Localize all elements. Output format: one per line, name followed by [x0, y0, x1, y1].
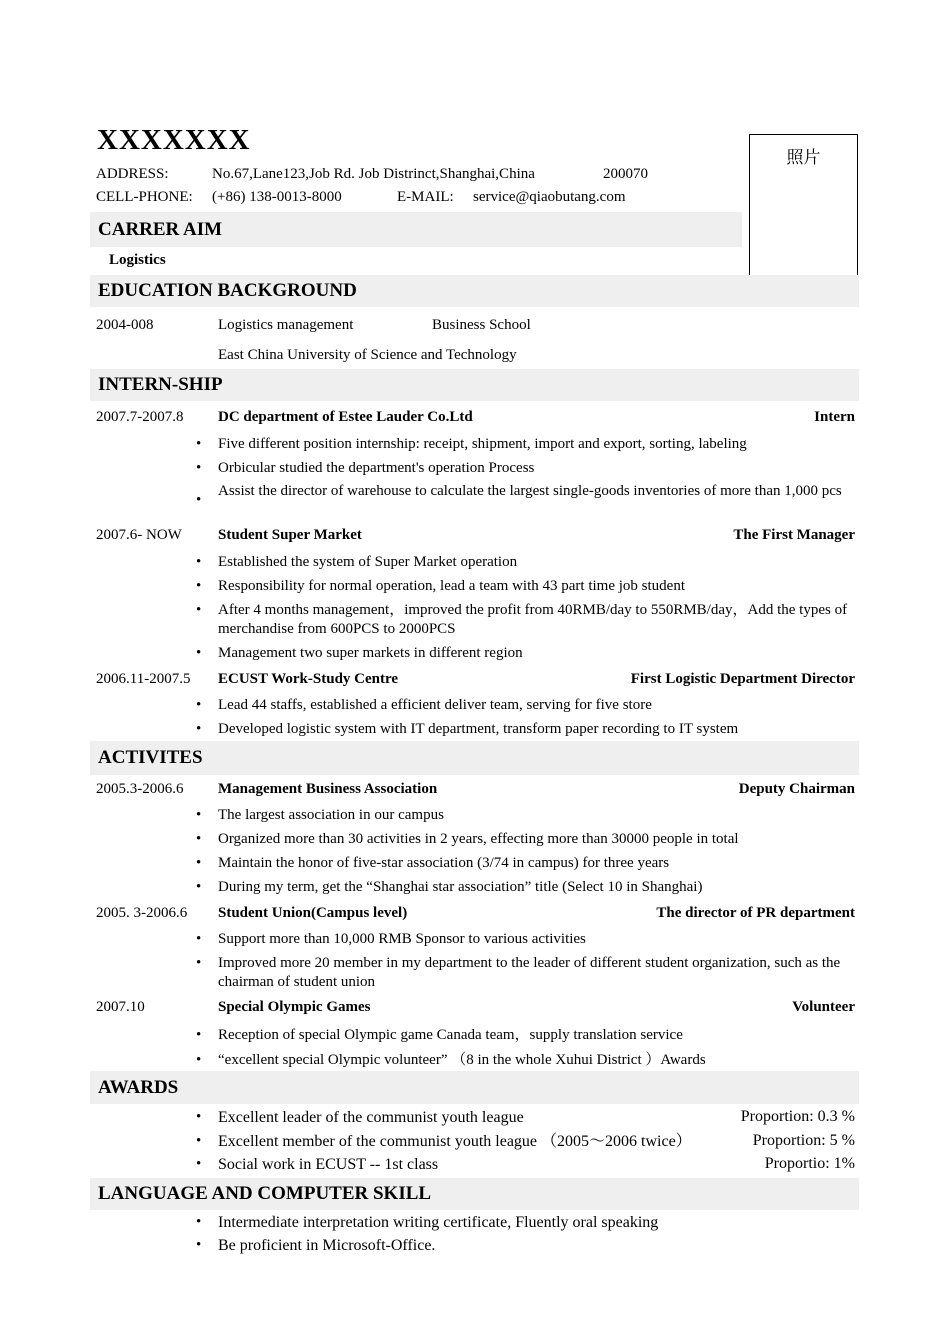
- entry-organization: DC department of Estee Lauder Co.Ltd: [218, 409, 473, 425]
- skill-item: • Intermediate interpretation writing certificate, Fluently oral speaking: [218, 1213, 858, 1232]
- address-value: No.67,Lane123,Job Rd. Job Distrinct,Shanghai,China: [212, 166, 535, 182]
- phone-value: (+86) 138-0013-8000: [212, 189, 342, 205]
- entry-role: First Logistic Department Director: [630, 671, 855, 687]
- candidate-name: XXXXXXX: [97, 124, 251, 156]
- list-item: • During my term, get the “Shanghai star association” title (Select 10 in Shanghai): [218, 878, 858, 897]
- list-item: • Improved more 20 member in my department to the leader of different student organization, such as the chairman of student union: [218, 954, 858, 992]
- email-label: E-MAIL:: [397, 189, 454, 205]
- list-item: • Organized more than 30 activities in 2 years, effecting more than 30000 people in total: [218, 830, 858, 849]
- section-header-awards: [90, 1071, 859, 1104]
- list-item: • Reception of special Olympic game Canada team，supply translation service: [218, 1026, 858, 1045]
- address-label: ADDRESS:: [96, 166, 169, 182]
- list-item: • Management two super markets in different region: [218, 644, 858, 663]
- section-header-internship: [90, 369, 859, 401]
- entry-organization: Student Union(Campus level): [218, 905, 408, 921]
- entry-organization: Special Olympic Games: [218, 999, 371, 1015]
- section-title-activities: ACTIVITES: [98, 747, 203, 768]
- career-aim: Logistics: [109, 252, 166, 268]
- entry-role: The director of PR department: [656, 905, 855, 921]
- entry-date: 2005. 3-2006.6: [96, 905, 188, 921]
- list-item: • Responsibility for normal operation, lead a team with 43 part time job student: [218, 577, 858, 596]
- phone-label: CELL-PHONE:: [96, 189, 193, 205]
- section-title-education: EDUCATION BACKGROUND: [98, 280, 357, 301]
- entry-role: Intern: [814, 409, 855, 425]
- award-proportion: Proportio: 1%: [764, 1155, 855, 1172]
- section-header-career: [90, 212, 742, 247]
- education-date: 2004-008: [96, 317, 154, 333]
- entry-role: Deputy Chairman: [738, 781, 855, 797]
- entry-organization: ECUST Work-Study Centre: [218, 671, 399, 687]
- entry-date: 2006.11-2007.5: [96, 671, 191, 687]
- section-header-education: [90, 275, 859, 307]
- list-item: • After 4 months management，improved the profit from 40RMB/day to 550RMB/day，Add the types of merchandise from 600PCS to 2000PCS: [218, 601, 858, 639]
- section-title-career: CARRER AIM: [98, 218, 223, 240]
- list-item: • “excellent special Olympic volunteer” （8 in the whole Xuhui District ）Awards: [218, 1051, 858, 1070]
- list-item: • Assist the director of warehouse to calculate the largest single-goods inventories of more than 1,000 pcs: [218, 482, 858, 501]
- entry-organization: Management Business Association: [218, 781, 438, 797]
- award-proportion: Proportion: 5 %: [752, 1132, 855, 1149]
- email-value: service@qiaobutang.com: [473, 189, 626, 205]
- section-title-skills: LANGUAGE AND COMPUTER SKILL: [98, 1183, 432, 1204]
- entry-date: 2005.3-2006.6: [96, 781, 184, 797]
- section-title-awards: AWARDS: [98, 1076, 179, 1098]
- list-item: • Lead 44 staffs, established a efficient deliver team, serving for five store: [218, 696, 858, 715]
- entry-role: Volunteer: [792, 999, 855, 1015]
- section-header-activities: [90, 741, 859, 775]
- photo-placeholder: [749, 134, 858, 277]
- entry-role: The First Manager: [733, 527, 855, 543]
- section-header-skills: [90, 1178, 859, 1210]
- photo-label: 照片: [786, 148, 821, 168]
- list-item: • Maintain the honor of five-star association (3/74 in campus) for three years: [218, 854, 858, 873]
- award-item: • Excellent member of the communist youth league （2005～2006 twice）: [218, 1132, 718, 1151]
- award-proportion: Proportion: 0.3 %: [740, 1108, 855, 1125]
- award-item: • Excellent leader of the communist youth league: [218, 1108, 718, 1127]
- entry-organization: Student Super Market: [218, 527, 362, 543]
- entry-date: 2007.6- NOW: [96, 527, 182, 543]
- award-item: • Social work in ECUST -- 1st class: [218, 1155, 718, 1174]
- education-school-type: Business School: [432, 317, 531, 333]
- entry-date: 2007.7-2007.8: [96, 409, 184, 425]
- education-university: East China University of Science and Technology: [218, 347, 517, 363]
- list-item: • Established the system of Super Market operation: [218, 553, 858, 572]
- section-title-internship: INTERN-SHIP: [98, 374, 223, 395]
- postcode: 200070: [603, 166, 648, 182]
- skill-item: • Be proficient in Microsoft-Office.: [218, 1236, 858, 1255]
- list-item: • Five different position internship: receipt, shipment, import and export, sorting, labeling: [218, 435, 858, 454]
- list-item: • Support more than 10,000 RMB Sponsor to various activities: [218, 930, 858, 949]
- entry-date: 2007.10: [96, 999, 145, 1015]
- list-item: • Orbicular studied the department's operation Process: [218, 459, 858, 478]
- list-item: • The largest association in our campus: [218, 806, 858, 825]
- education-major: Logistics management: [218, 317, 354, 333]
- list-item: • Developed logistic system with IT department, transform paper recording to IT system: [218, 720, 858, 739]
